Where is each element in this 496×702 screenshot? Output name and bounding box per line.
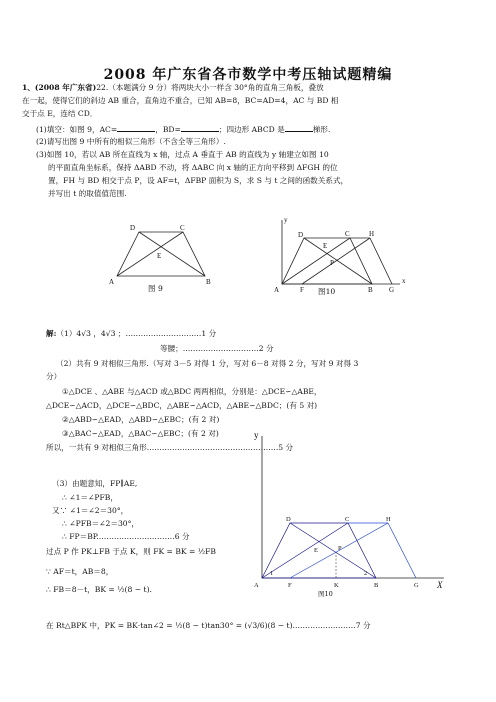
question-3-line-1: (3)如图 10，若以 AB 所在直线为 x 轴，过点 A 垂直于 AB 的直线为 y 轴建立如图 10	[36, 150, 329, 159]
fig9-label-b: B	[206, 278, 211, 286]
question-2: (2)请写出图 9 中所有的相似三角形（不含全等三角形）.	[36, 137, 226, 146]
fig10-label-d: D	[298, 231, 304, 239]
question-3-line-3: 置，FH 与 BD 相交于点 P，设 AF=t，ΔFBP 面积为 S，求 S 与 t 之间的函数关系式，	[48, 176, 349, 185]
blank-type	[285, 123, 313, 132]
solution-part-3-line-3: 又∵ ∠1＝∠2＝30°，	[52, 506, 129, 515]
solution-part-2-line-3: ①△DCE 、△ABE 与△ACD 或△BDC 两两相似，分别是：△DCE∽△ABE，	[62, 387, 322, 396]
fig10b-label-c: C	[345, 516, 350, 523]
fig10-label-h: H	[369, 230, 375, 238]
solution-part-3-line-5: ∴ FP＝BP.…………………………6 分	[62, 532, 190, 541]
solution-part-2-line-1: （2）共有 9 对相似三角形.（写对 3－5 对得 1 分，写对 6－8 对得 2 分，写对 9 对得 3	[56, 359, 359, 368]
solution-label: 解:	[46, 329, 57, 338]
fig10b-label-d: D	[286, 516, 291, 523]
fig10b-label-p: P	[338, 545, 342, 552]
solution-part-3-line-9: 在 Rt△BPK 中，PK = BK·tan∠2 = ½(8 − t)tan30° = (√3/6)(8 − t).……………………7 分	[46, 621, 371, 630]
fig9-label-a: A	[109, 278, 115, 286]
solution-part-1: 解:（1）4√3 ，4√3 ；…………………………1 分	[46, 329, 217, 338]
fig10-label-y: y	[284, 216, 288, 224]
fig10-caption: 图10	[318, 287, 336, 296]
fig10-label-f: F	[300, 286, 304, 294]
fig10b-label-b: B	[374, 582, 379, 589]
fig9-caption: 图 9	[148, 284, 163, 293]
blank-ac	[117, 123, 155, 132]
solution-part-3-line-2: ∴ ∠1＝∠PFB，	[62, 493, 118, 502]
blank-bd	[181, 123, 219, 132]
stem-line-3: 交于点 E，连结 CD．	[22, 109, 98, 118]
fig10-label-g: G	[389, 286, 395, 294]
solution-part-3-line-6: 过点 P 作 PK⊥FB 于点 K，则 FK = BK = ½FB	[46, 547, 216, 556]
stem-line-2: 在一起，使得它们的斜边 AB 重合，直角边不重合，已知 AB=8，BC=AD=4，AC 与 BD 相	[22, 96, 339, 105]
solution-part-2-line-5: ②△ABD∽△EAD，△ABD∽△EBC；(有 2 对)	[62, 415, 220, 424]
solution-part-3-line-7: ∵ AF＝t，AB＝8，	[46, 567, 114, 576]
fig10b-angle-1: 1	[270, 570, 274, 577]
solution-part-3-line-1: （3）由题意知，FP∥AE,	[52, 479, 138, 488]
fig10b-label-y: y	[254, 430, 259, 440]
fig10b-label-k: K	[334, 582, 339, 589]
fig10-label-c: C	[345, 230, 350, 238]
fig10b-label-h: H	[386, 516, 391, 523]
fig10b-label-g: G	[414, 582, 419, 589]
fig10b-label-e: E	[314, 547, 318, 554]
solution-part-3-line-4: ∴ ∠PFB＝∠2＝30°，	[62, 519, 140, 528]
problem-number: 1、(2008 年广东省)	[22, 83, 97, 92]
fig10-label-a: A	[274, 286, 280, 294]
fig10b-caption: 图10	[318, 590, 333, 598]
fig10-label-p: P	[330, 259, 334, 267]
solution-part-2-line-7: 所以，一共有 9 对相似三角形.……………………………………………5 分	[46, 443, 294, 452]
stem-line-1: 22.（本题满分 9 分）将两块大小一样含 30°角的直角三角板，叠放	[96, 83, 324, 92]
fig9-label-e: E	[157, 252, 162, 260]
fig10b-label-a: A	[254, 582, 259, 589]
solution-part-1b: 等腰；…………………………2 分	[160, 344, 274, 353]
figure-10-large	[248, 428, 448, 606]
solution-part-2-line-2: 分）	[46, 372, 62, 381]
figure-10	[260, 212, 410, 294]
question-1: (1)填空：如图 9，AC= ，BD= ；四边形 ABCD 是 梯形.	[36, 125, 331, 134]
fig10b-angle-2: 2	[364, 570, 368, 577]
fig9-label-c: C	[180, 224, 185, 232]
problem-stem	[22, 82, 324, 95]
question-3-line-2: 的平面直角坐标系，保持 ΔABD 不动，将 ΔABC 向 x 轴的正方向平移到 ΔFGH 的位	[48, 163, 338, 172]
fig9-label-d: D	[130, 224, 136, 232]
fig10b-label-f: F	[288, 582, 292, 589]
solution-part-3-line-8: ∴ FB＝8－t，BK = ½(8 − t).	[46, 585, 152, 594]
fig10-label-b: B	[368, 286, 373, 294]
fig10-label-e: E	[323, 242, 328, 250]
solution-part-2-line-4: △DCE∽△ACD，△DCE∽△BDC，△ABE∽△ACD，△ABE∽△BDC；(有 5 对)	[46, 401, 318, 410]
question-3-line-4: 并写出 t 的取值值范围.	[48, 189, 127, 198]
fig10b-label-x: X	[437, 580, 443, 590]
page-title: 2008 年广东省各市数学中考压轴试题精编	[103, 67, 393, 83]
solution-part-2-line-6: ③△BAC∽△EAD，△BAC∽△EBC；(有 2 对)	[62, 429, 219, 438]
fig10-label-x: x	[402, 277, 406, 285]
